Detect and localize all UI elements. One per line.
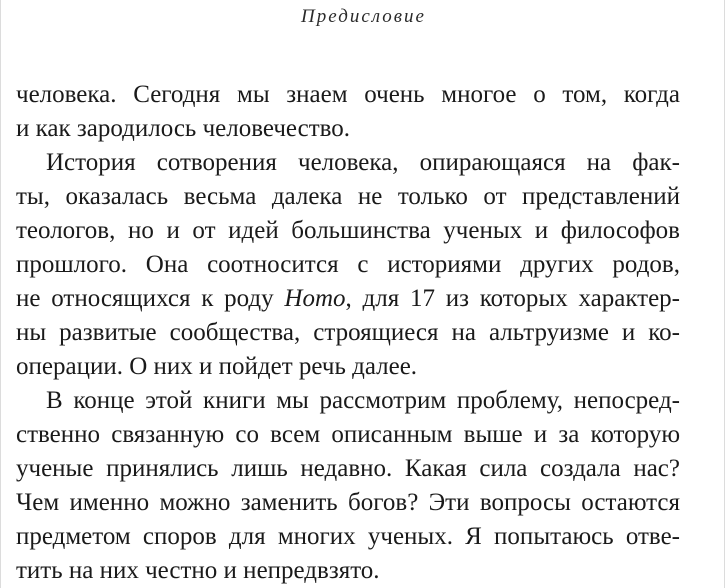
text-line: тить на них честно и непредвзято.	[16, 557, 380, 584]
text-line: и как зародилось человечество.	[16, 115, 351, 142]
text-line: прошлого. Она соотносится с историями других родов,	[16, 251, 680, 278]
text-line: операции. О них и пойдет речь далее.	[16, 353, 418, 380]
italic-term: Homo	[284, 285, 346, 312]
text-line: Чем именно можно заменить богов? Эти вопросы остаются	[16, 489, 680, 516]
text-line: предметом споров для многих ученых. Я попытаюсь отве-	[16, 523, 680, 550]
text-line: В конце этой книги мы рассмотрим проблему, непосред-	[46, 387, 680, 414]
text-line: История сотворения человека, опирающаяся на фак-	[46, 149, 680, 176]
text-line: человека. Сегодня мы знаем очень многое о том, когда	[16, 81, 680, 108]
text-line: ученые принялись лишь недавно. Какая сила создала нас?	[16, 455, 680, 482]
text-line: ты, оказалась весьма далека не только от представлений	[16, 183, 680, 210]
text-fragment: не относящихся к роду	[16, 285, 285, 312]
text-line: ственно связанную со всем описанным выше и за которую	[16, 421, 680, 448]
running-header: Предисловие	[301, 6, 426, 27]
text-line: ны развитые сообщества, строящиеся на альтруизме и ко-	[16, 319, 680, 346]
text-fragment: , для 17 из которых характер-	[345, 285, 680, 312]
body-text	[16, 78, 680, 588]
text-line: теологов, но и от идей большинства ученых и философов	[16, 217, 680, 244]
text-line	[16, 282, 680, 316]
